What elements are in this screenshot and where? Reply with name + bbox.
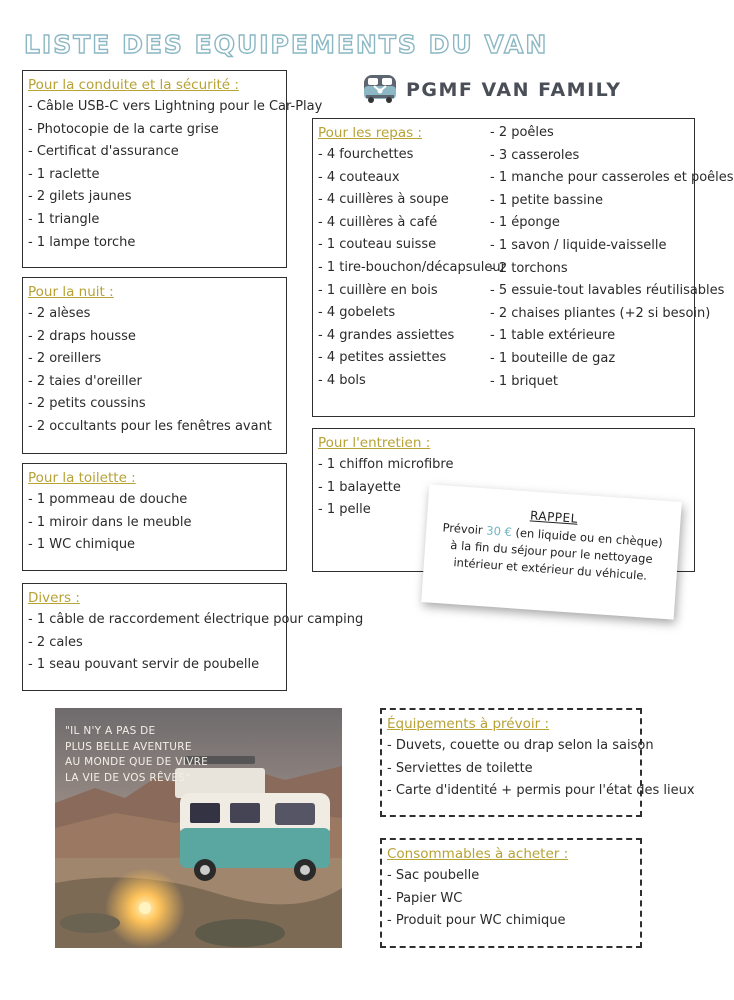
list-item: - 1 lampe torche xyxy=(28,234,136,250)
list-item: - 2 oreillers xyxy=(28,351,102,367)
quote-line: "IL N'Y A PAS DE xyxy=(65,725,156,737)
repas-list-left xyxy=(313,144,506,393)
list-item: - Duvets, couette ou drap selon la saison xyxy=(387,738,654,753)
list-item: - 2 cales xyxy=(28,634,83,650)
section-heading: Pour la toilette : xyxy=(28,470,136,486)
list-item: - Carte d'identité + permis pour l'état des lieux xyxy=(387,783,695,799)
consommables-list xyxy=(382,865,640,933)
list-item: - Produit pour WC chimique xyxy=(387,913,566,929)
list-item: - 2 poêles xyxy=(490,125,554,140)
list-item: - Photocopie de la carte grise xyxy=(28,121,219,137)
list-item: - 1 raclette xyxy=(28,166,100,182)
prevoir-list xyxy=(382,735,695,803)
list-item: - Serviettes de toilette xyxy=(387,760,533,776)
list-item: - 2 occultants pour les fenêtres avant xyxy=(28,418,272,434)
list-item: - 1 pommeau de douche xyxy=(28,492,188,507)
rappel-prefix: Prévoir xyxy=(442,520,487,538)
list-item: - 2 petits coussins xyxy=(28,396,146,412)
rappel-title: RAPPEL xyxy=(529,508,579,526)
list-item: - 2 gilets jaunes xyxy=(28,189,132,205)
list-item: - Sac poubelle xyxy=(387,868,480,883)
section-heading: Pour la conduite et la sécurité : xyxy=(28,77,239,93)
list-item: - 1 savon / liquide-vaisselle xyxy=(490,237,667,253)
list-item: - 1 miroir dans le meuble xyxy=(28,514,192,530)
list-item: - 1 câble de raccordement électrique pour camping xyxy=(28,612,364,627)
brand-logo xyxy=(362,70,652,110)
list-item: - 4 couteaux xyxy=(318,169,400,185)
rappel-amount: 30 € xyxy=(485,523,513,540)
list-item: - 4 gobelets xyxy=(318,305,396,321)
list-item: - 4 fourchettes xyxy=(318,147,414,162)
quote-line: PLUS BELLE AVENTURE xyxy=(65,740,192,753)
list-item: - 2 chaises pliantes (+2 si besoin) xyxy=(490,305,711,321)
list-item: - 3 casseroles xyxy=(490,147,580,163)
section-nuit xyxy=(22,277,287,454)
list-item: - 1 couteau suisse xyxy=(318,237,437,253)
list-item: - 4 grandes assiettes xyxy=(318,327,455,343)
quote-line: AU MONDE QUE DE VIVRE xyxy=(65,756,209,768)
list-item: - 1 petite bassine xyxy=(490,192,604,208)
list-item: - 1 pelle xyxy=(318,502,371,518)
list-item: - 4 bols xyxy=(318,372,366,388)
list-item: - 5 essuie-tout lavables réutilisables xyxy=(490,283,725,299)
rappel-note xyxy=(421,484,682,619)
section-consommables xyxy=(380,838,642,948)
list-item: - 1 cuillère en bois xyxy=(318,282,438,298)
list-item: - Câble USB-C vers Lightning pour le Car-Play xyxy=(28,99,323,114)
section-heading: Consommables à acheter : xyxy=(387,846,569,862)
list-item: - 1 bouteille de gaz xyxy=(490,350,616,366)
quote-line: LA VIE DE VOS RÊVES" xyxy=(65,771,191,784)
van-photo xyxy=(55,708,342,948)
list-item: - 1 tire-bouchon/décapsuleur xyxy=(318,259,506,275)
list-item: - 4 cuillères à soupe xyxy=(318,192,449,208)
list-item: - 2 torchons xyxy=(490,260,568,276)
quote-text xyxy=(65,724,208,786)
repas-list-right xyxy=(485,122,734,393)
section-heading: Pour la nuit : xyxy=(28,284,114,300)
list-item: - 1 chiffon microfibre xyxy=(318,457,454,472)
section-prevoir xyxy=(380,708,695,817)
section-divers xyxy=(22,583,364,691)
rappel-body: (en liquide ou en chèque) à la fin du séjour pour le nettoyage intérieur et extérieur du véhicule. xyxy=(449,525,664,583)
section-conduite xyxy=(22,70,323,268)
divers-list xyxy=(23,609,364,677)
list-item: - Certificat d'assurance xyxy=(28,144,179,160)
section-heading: Divers : xyxy=(28,590,80,606)
list-item: - 1 seau pouvant servir de poubelle xyxy=(28,657,260,673)
list-item: - 2 alèses xyxy=(28,306,91,321)
list-item: - 1 manche pour casseroles et poêles xyxy=(490,170,734,186)
list-item: - 1 table extérieure xyxy=(490,328,616,344)
list-item: - 1 WC chimique xyxy=(28,537,136,553)
brand-name: PGMF VAN FAMILY xyxy=(406,79,622,101)
van-icon xyxy=(362,72,398,104)
section-toilette xyxy=(22,463,287,571)
list-item: - 1 éponge xyxy=(490,215,560,231)
list-item: - 1 triangle xyxy=(28,211,100,227)
nuit-list xyxy=(23,303,286,439)
list-item: - 4 petites assiettes xyxy=(318,350,447,366)
list-item: - 2 draps housse xyxy=(28,328,136,344)
toilette-list xyxy=(23,489,286,557)
section-heading: Pour les repas : xyxy=(318,125,422,141)
list-item: - 2 taies d'oreiller xyxy=(28,373,142,389)
conduite-list xyxy=(23,96,323,254)
section-heading: Équipements à prévoir : xyxy=(387,716,549,732)
page-title: LISTE DES EQUIPEMENTS DU VAN xyxy=(24,30,549,59)
list-item: - 1 balayette xyxy=(318,479,401,495)
list-item: - 4 cuillères à café xyxy=(318,214,438,230)
section-repas xyxy=(312,118,734,417)
section-heading: Pour l'entretien : xyxy=(318,435,431,451)
list-item: - 1 briquet xyxy=(490,373,559,389)
list-item: - Papier WC xyxy=(387,890,463,906)
